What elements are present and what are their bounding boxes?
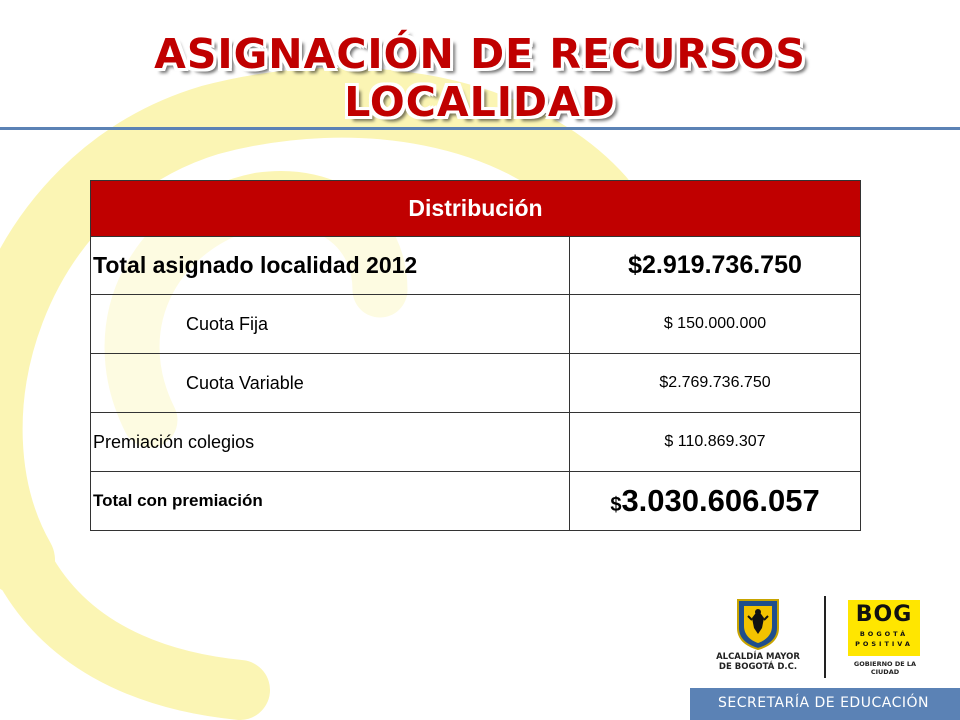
bog-sub2: POSITIVA <box>855 640 913 648</box>
row-label-total-asignado: Total asignado localidad 2012 <box>91 237 570 295</box>
table-row <box>91 354 861 413</box>
page-title-line2: LOCALIDAD <box>344 78 616 126</box>
row-label-cuota-variable: Cuota Variable <box>91 354 570 413</box>
alcaldia-line2: DE BOGOTÁ D.C. <box>718 662 798 672</box>
row-value-cuota-fija: $ 150.000.000 <box>570 295 861 354</box>
title-divider <box>0 127 960 130</box>
alcaldia-text <box>708 652 808 672</box>
row-label-total-premiacion: Total con premiación <box>91 472 570 531</box>
page-title-line1: ASIGNACIÓN DE RECURSOS <box>154 30 806 78</box>
row-value-premiacion: $ 110.869.307 <box>570 413 861 472</box>
table-row <box>91 295 861 354</box>
secretaria-text: SECRETARÍA DE EDUCACIÓN <box>718 695 929 711</box>
table-row <box>91 472 861 531</box>
logo-area <box>708 590 948 690</box>
bog-text: BOG <box>855 602 913 627</box>
table-header: Distribución <box>91 181 861 237</box>
row-label-cuota-fija: Cuota Fija <box>91 295 570 354</box>
row-value-total-premiacion <box>570 472 861 531</box>
gobierno-text: GOBIERNO DE LA CIUDAD <box>853 660 917 676</box>
table-header-row <box>91 181 861 237</box>
row-value-cuota-variable: $2.769.736.750 <box>570 354 861 413</box>
bog-sub1: BOGOTÁ <box>859 630 909 638</box>
bogota-coat-of-arms-icon <box>736 598 780 650</box>
bogota-positiva-logo <box>848 600 920 656</box>
alcaldia-line1: ALCALDÍA MAYOR <box>716 652 800 662</box>
secretaria-footer <box>690 688 960 720</box>
row-value-total-asignado: $2.919.736.750 <box>570 237 861 295</box>
currency-symbol: $ <box>610 494 622 516</box>
total-amount: 3.030.606.057 <box>621 483 820 518</box>
table-row <box>91 413 861 472</box>
row-label-premiacion: Premiación colegios <box>91 413 570 472</box>
distribution-table <box>90 180 861 531</box>
table-row <box>91 237 861 295</box>
logo-divider <box>824 596 826 678</box>
